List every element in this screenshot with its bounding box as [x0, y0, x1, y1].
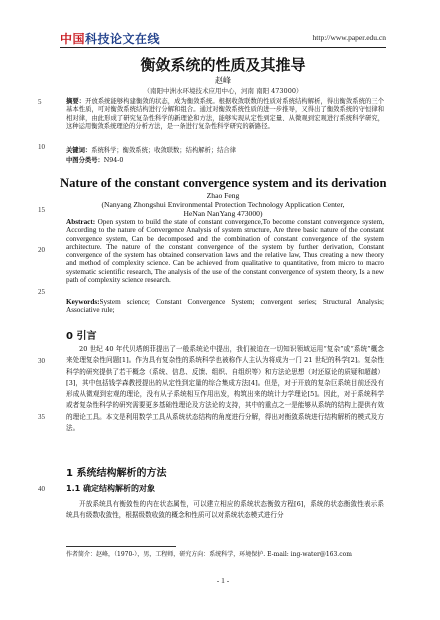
line-number: 15 — [38, 206, 45, 214]
author-en: Zhao Feng — [206, 191, 240, 200]
line-number: 35 — [38, 413, 45, 421]
clc-number: 中图分类号：N94-0 — [66, 157, 124, 164]
keywords-cn: 关键词：系统科学；衡敛系统；收敛联数；结构解析；结合律 — [66, 147, 237, 154]
line-number: 20 — [38, 246, 45, 254]
affiliation-en-line1: (Nanyang Zhongshui Environmental Protection Technology Application Center, — [101, 200, 345, 209]
section-heading-intro: 0 引言 — [66, 331, 97, 342]
subsection-heading-1-1: 1.1 确定结构解析的对象 — [66, 484, 155, 493]
paper-title-en: Nature of the constant convergence system and its derivation — [60, 176, 387, 190]
page-number: - 1 - — [216, 576, 230, 585]
keywords-en: Keywords:System science; Constant Convergence System; convergent series; Structural Analysis; Associative rule; — [66, 298, 384, 315]
line-number: 5 — [38, 98, 42, 106]
site-logo[interactable]: 中国科技论文在线 — [60, 32, 161, 46]
subsection-1-1-body: 开放系统具有衡敛性的内在状态属性，可以建立相应的系统状态衡敛方程[6]，系统的状态衡敛性表示系统具有级数收敛性，根据级数收敛的概念和性质可以对系统状态模式进行分 — [66, 500, 384, 520]
footnote-rule — [66, 546, 176, 547]
line-number: 30 — [38, 357, 45, 365]
paper-title-cn: 衡敛系统的性质及其推导 — [140, 56, 306, 74]
line-number: 10 — [38, 143, 45, 151]
section-intro-body: 20 世纪 40 年代贝塔朗菲提出了一般系统论中提出，我们被迫在一切知识领域运用“复杂”或“系统”概念来处理复杂性问题[1]。作为具有复杂性的系统科学也被称作人主认为将成为一门 21 世纪的科学[2]。复杂性科学的研究提供了若干概念（系统、信息、反馈、组织、自组织等）和方法论思想（对还原论的质疑和超越）[3]，其中包括钱学森教授提出的从定性到定量的综合集成方法[4]。但是，对于开放的复杂巨系统目前还没有形成从微观到宏观的理论，没有从子系统相互作用出发，构筑出来的统计力学理论[5]。因此，对于系统科学或者复杂性科学的研究需要更多基础性理论及方法论的支持，其中的重点之一是能够从系统的结构上提供有效的理论工具。本文是利用数学工具从系统状态结构的角度进行分解，得出对衡敛系统进行结构解析的模式及方法。 — [66, 345, 384, 433]
abstract-cn: 摘要：开放系统能够构建衡敛的状态，成为衡敛系统。根据收敛联数的性质对系统结构解析，得出衡敛系统的三个基本性质，可对衡敛系统结构进行分解和组合。通过对衡敛系统性质的进一步推导，又得出了衡敛系统的守恒律和相对律，由此形成了研究复杂性科学的新理论和方法，能够实现从定性到定量、从微观到宏观进行系统科学研究，这种运用衡敛系统理论的分析方法，是一条进行复杂性科学研究的新路径。 — [66, 98, 385, 131]
affiliation-cn: （南阳中洲水环境技术应用中心，河南 南阳 473000） — [143, 87, 303, 95]
author-cn: 赵峰 — [215, 76, 231, 85]
page-header — [60, 30, 386, 46]
site-url[interactable]: http://www.paper.edu.cn — [312, 33, 386, 42]
line-number: 25 — [38, 288, 45, 296]
author-footnote: 作者简介：赵峰，（1970-），男，工程师，研究方向：系统科学，环境保护. E-mail: ing-water@163.com — [66, 551, 352, 558]
abstract-en: Abstract: Open system to build the state of constant convergence,To become constant convergence system, According to the nature of Convergence Analysis of system structure, Are three basic nature of the constant convergence system, Can be decomposed and the combination of constant convergence of the system architecture. The nature of the constant convergence of the system by further derivation, Constant convergence of the system has obtained conservation laws and the relative law, Thus creating a new theory and method of complexity science. Can be achieved from qualitative to quantitative, from micro to macro systematic scientific research, The analysis of the use of the constant convergence of system theory, Is a new path of complexity science research. — [66, 218, 385, 284]
affiliation-en-line2: HeNan NanYang 473000) — [183, 209, 263, 218]
section-heading-1: 1 系统结构解析的方法 — [66, 468, 167, 479]
line-number: 40 — [38, 485, 45, 493]
header-rule — [60, 47, 386, 48]
